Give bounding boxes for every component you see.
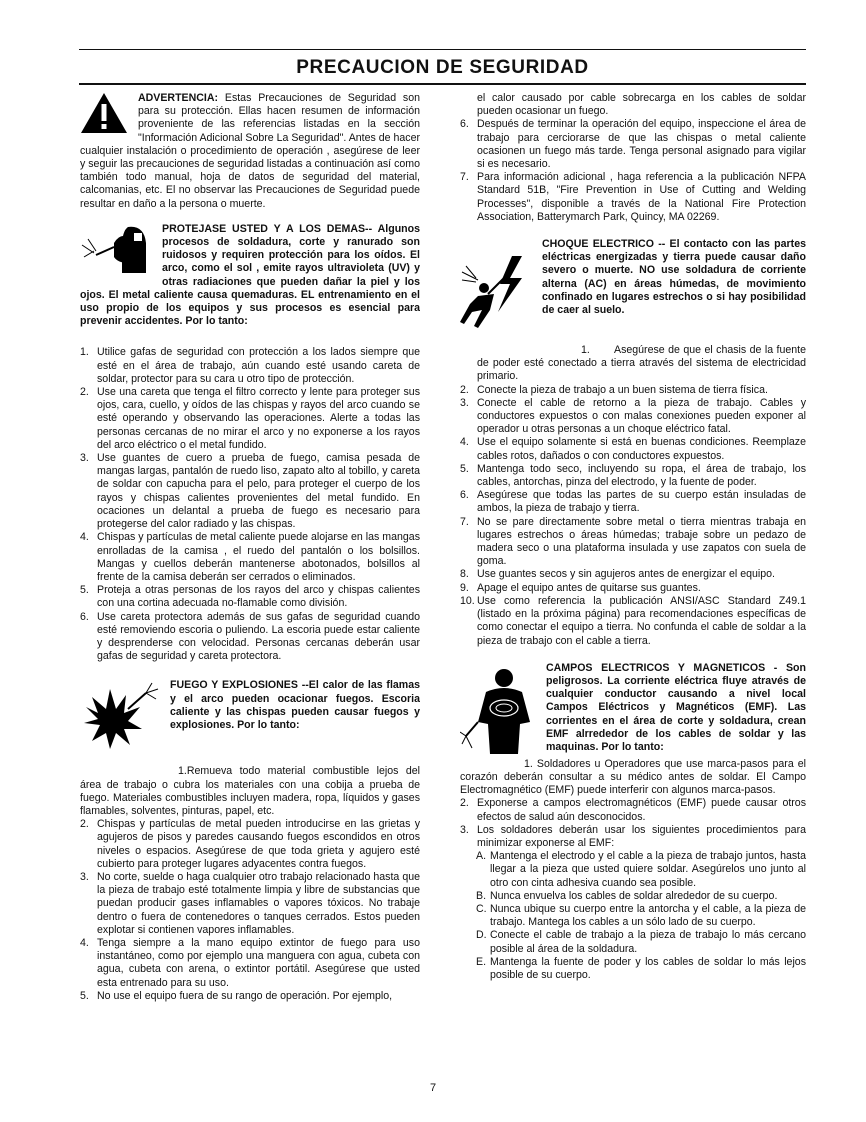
campos-lead: Son peligrosos. La corriente eléctrica fluye através de cualquier conductor causando a nivel local Campos Eléctricos y Magnéticos (EMF). Las corrientes en el área de corte y soldadura, crean EMF alrrededor de los cables de soldar y las maquinas. Por lo tanto:: [546, 661, 806, 753]
list-item: 4. Tenga siempre a la mano equipo extintor de fuego para uso instantáneo, como por ejemplo una manguera con agua, cubeta con agua, cubeta con arena, o extintor portátil. Asegúrese que usted esta entrenado para su uso.: [80, 936, 420, 989]
campos-sublist: [460, 850, 806, 982]
list-item: C. Nunca ubique su cuerpo entre la antorcha y el cable, a la pieza de trabajo. Mantega los cables a un sólo lado de su cuerpo.: [476, 902, 806, 929]
list-item: E. Mantenga la fuente de poder y los cables de soldar lo más lejos posible de su cuerpo.: [476, 955, 806, 981]
list-item: 4. Chispas y partículas de metal caliente puede alojarse en las mangas enrolladas de la camisa , el ruedo del pantalón o los bolsillos. Mangas y cuellos deberán mantenerse abotonados, bolsillos al frente de la camisa deberán ser cerrados o eliminados.: [80, 531, 420, 583]
list-item: 3. Use guantes de cuero a prueba de fuego, camisa pesada de mangas largas, pantalón de ruedo liso, zapato alto al tobillo, y careta de soldar con capucha para el pelo, para proteger el cuerpo de los rayos y chispas calientes provenientes del metal fundido. En ocaciones un delantal a prueba de fuego es necesario para protegerse del calor radiado y las chispas.: [80, 452, 420, 531]
fuego-list: [80, 818, 420, 1003]
fuego-lead: El calor de las flamas y el arco pueden ocacionar fuegos. Escoria caliente y las chispas pueden causar fuegos y explosiones. Por lo tanto:: [170, 679, 420, 731]
list-item: 8. Use guantes secos y sin agujeros antes de energizar el equipo.: [460, 568, 775, 581]
protejase-text: Algunos procesos de soldadura, corte y ranurado son ruidosos y requiren protección para los oídos. El arco, como el sol , emite rayos ultravioleta (UV) y otras radiaciones que pueden dañar la piel y los ojos. El metal caliente causa quemaduras. EL entrenamiento en el uso propio de los equipos y sus procesos es esencial para prevenir accidentes. Por lo tanto:: [80, 222, 420, 328]
advertencia-section: [80, 92, 420, 211]
campos-item-text: Soldadores u Operadores que use marca-pasos para el corazón deberán consultar a su médico antes de soldar. El Campo Electromagnético (EMF) puede interferir con algunos marca-pasos.: [460, 757, 806, 797]
emf-pacemaker-icon: [460, 662, 536, 754]
welder-mask-icon: [80, 223, 152, 275]
list-item: 3. No corte, suelde o haga cualquier otro trabajo relacionado hasta que la pieza de trabajo esté totalmente limpia y libre de substancias que puedan producir gases inflamables o vapores tóxicos. No trabaje dentro o fuera de contenedores o tanques cerrados. Estos pueden explotar si contienen vapores inflamables.: [80, 870, 420, 936]
protejase-heading: PROTEJASE USTED Y A LOS DEMAS--: [162, 222, 373, 235]
list-item: 2. Chispas y partículas de metal pueden introducirse en las grietas y agujeros de pisos y paredes causando fuegos escondidos en otros niveles o espacios. Asegúrese de que toda grieta y agujero esté cubierto para proteger lugares adyacentes contra fuegos.: [80, 818, 420, 870]
list-item: 2. Use una careta que tenga el filtro correcto y lente para proteger sus ojos, cara, cuello, y oídos de las chispas y rayos del arco cuando se esté operando y observando las operaciones. Alerte a todas las personas cercanas de no mirar el arco y no exponerse a los rayos del arco eléctrico o el metal fundido.: [80, 386, 420, 451]
choque-section: [460, 238, 806, 334]
list-item: 5. Mantenga todo seco, incluyendo su ropa, el área de trabajo, los cables, antorchas, pinza del electrodo, y la fuente de poder.: [460, 462, 806, 489]
choque-item-num: 1.: [581, 344, 590, 357]
top-rule: [79, 49, 806, 50]
fuego-heading: FUEGO Y EXPLOSIONES --: [170, 679, 309, 692]
list-item: 1. Utilice gafas de seguridad con protección a los lados siempre que esté en el área de trabajo, aún cuando esté usando careta de soldar, protector para su cara u otro tipo de protección.: [80, 346, 420, 385]
campos-section: [460, 662, 806, 758]
list-item: 2. Exponerse a campos electromagnéticos (EMF) puede causar otros efectos de salud aún desconocidos.: [460, 797, 806, 823]
list-item: 9. Apage el equipo antes de quitarse sus guantes.: [460, 581, 701, 594]
right-column: [460, 92, 806, 982]
choque-heading: CHOQUE ELECTRICO --: [542, 238, 666, 251]
protejase-list: [80, 346, 420, 663]
choque-list: [460, 384, 806, 648]
advertencia-text: Estas Precauciones de Seguridad son para su protección. Ellas hacen resumen de información proveniente de las referencias listadas en la sección "Información Adicional Sobre La Seguridad". Antes de hacer cualquier instalación o procedimiento de operación , asegúrese de leer y seguir las precauciones de seguridad listadas a continuación así como también todo manual, hoja de datos de seguridad del material, calcomanias, etc. El no observar las Precauciones de Seguridad puede resultar en daño a la persona o muerte.: [80, 92, 420, 210]
list-item: 3. Conecte el cable de retorno a la pieza de trabajo. Cables y conductores expuestos o con malas conexiones pueden exponer al operador u otras personas a un choque eléctrico fatal.: [460, 396, 806, 436]
list-item: 6. Use careta protectora además de sus gafas de seguridad cuando esté removiendo escoria o puliendo. La escoria puede estar caliente y desprenderse con velocidad. Personas cercanas deberán usar gafas de seguridad y careta protectora.: [80, 610, 420, 663]
list-item: B. Nunca envuelva los cables de soldar alrededor de su cuerpo.: [476, 889, 778, 902]
electric-shock-icon: [460, 238, 532, 330]
list-item: 2. Conecte la pieza de trabajo a un buen sistema de tierra física.: [460, 383, 768, 396]
list-item: 7. Para información adicional , haga referencia a la publicación NFPA Standard 51B, "Fire Prevention in Use of Cutting and Welding Processes", disponible a través de la National Fire Protection Association, Batterymarch Park, Quincy, MA 02269.: [460, 171, 806, 223]
fuego-section: [80, 679, 420, 757]
list-item: 5. Proteja a otras personas de los rayos del arco y chispas calientes con una cortina adecuada no-flamable como división.: [80, 584, 420, 610]
list-item: 4. Use el equipo solamente si está en buenas condiciones. Reemplaze cables rotos, dañados o con conductores expuestos.: [460, 436, 806, 462]
list-item: 6. Después de terminar la operación del equipo, inspeccione el área de trabajo para cerciorarse de que las chispas o metal caliente ocasionen un fuego más tarde. Tenga personal asignado para vigilar si es necesario.: [460, 118, 806, 171]
campos-heading: CAMPOS ELECTRICOS Y MAGNETICOS -: [546, 661, 778, 674]
campos-item-num: 1.: [524, 757, 533, 770]
title-rule: [79, 83, 806, 85]
list-item: 7. No se pare directamente sobre metal o tierra mientras trabaja en lugares estrechos o áreas húmedas; trabaje sobre un pedazo de madera seco o una plataforma insulada y use zapatos con suela de goma.: [460, 515, 806, 568]
choque-item-text: Asegúrese de que el chasis de la fuente de poder esté conectado a tierra através del sistema de electricidad primario.: [477, 344, 807, 383]
list-item: 3. Los soldadores deberán usar los siguientes procedimientos para minimizar exponerse al EMF:: [460, 823, 806, 849]
warning-triangle-icon: [80, 92, 128, 134]
advertencia-heading: ADVERTENCIA:: [138, 92, 219, 104]
fuego-item-num: 1.: [178, 765, 187, 778]
list-item: D. Conecte el cable de trabajo a la pieza de trabajo lo más cercano posible al área de la soldadura.: [476, 929, 806, 955]
list-item: 6. Asegúrese que todas las partes de su cuerpo están insuladas de ambos, la pieza de trabajo y tierra.: [460, 489, 806, 515]
page-title: PRECAUCION DE SEGURIDAD: [296, 57, 589, 78]
fuego-item-text: Remueva todo material combustible lejos del área de trabajo o cubra los materiales con una cobija a prueba de fuego. Materiales combustibles incluyen madera, ropa, líquidos y gases flamables, solventes, pinturas, papel, etc.: [80, 765, 420, 817]
list-item: A. Mantenga el electrodo y el cable a la pieza de trabajo juntos, hasta llegar a la pieza que usted quiere soldar. Asegúrelos uno junto al otro con cinta adhesiva cuando sea posible.: [476, 850, 806, 889]
page-number: 7: [429, 1082, 437, 1094]
fuego-continuation: el calor causado por cable sobrecarga en los cables de soldar pueden ocasionar un fuego.: [477, 92, 806, 118]
list-item: 5. No use el equipo fuera de su rango de operación. Por ejemplo,: [80, 989, 393, 1002]
choque-lead: El contacto con las partes eléctricas energizadas y tierra puede causar daño severo o muerte. NO use soldadura de corriente alterna (AC) en áreas húmedas, de movimiento confinado en lugares estrechos o si hay posibilidad de caer al suelo.: [542, 238, 806, 317]
fuego-list-continued: [460, 118, 806, 224]
campos-list: [460, 797, 806, 850]
list-item: 10. Use como referencia la publicación ANSI/ASC Standard Z49.1 (listado en la próxima página) para recomendaciones específicas de como conectar el equipo a tierra. No confunda el cable de soldar a la pieza de trabajo con el cable a tierra.: [460, 594, 806, 647]
protejase-section: [80, 223, 420, 329]
left-column: [80, 92, 420, 1003]
fire-explosion-icon: [80, 679, 160, 753]
